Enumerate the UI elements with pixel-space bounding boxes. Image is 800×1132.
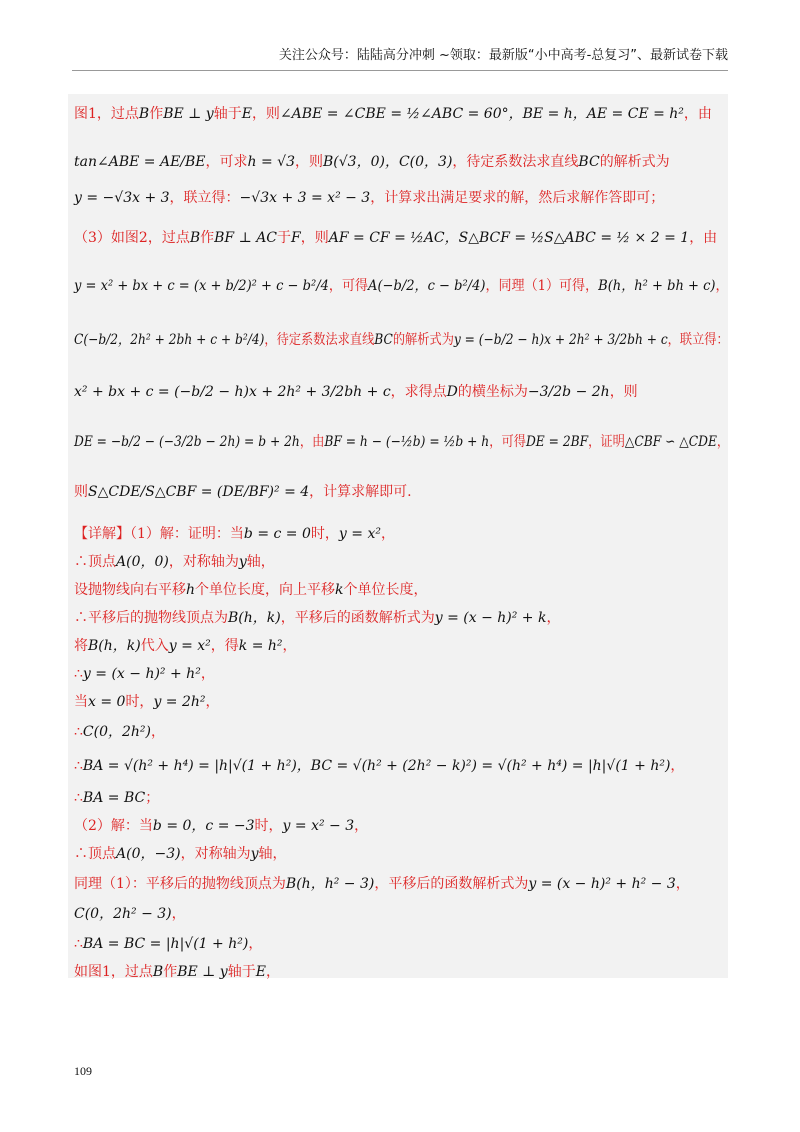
explanation-text: 将 bbox=[74, 638, 88, 654]
explanation-text: ，可得 bbox=[489, 434, 526, 450]
explanation-text: ∴平移后的抛物线顶点为 bbox=[74, 610, 228, 626]
explanation-text: ∴ bbox=[74, 936, 83, 952]
explanation-text: ∴ bbox=[74, 724, 83, 740]
explanation-text: ，可求 bbox=[205, 154, 248, 170]
math-expression: BA = BC = |h|√(1 + h²) bbox=[82, 936, 249, 952]
solution-line bbox=[74, 608, 560, 628]
explanation-text: ，则 bbox=[251, 106, 280, 122]
math-expression: BF ⊥ AC bbox=[214, 230, 278, 246]
explanation-text: 时， bbox=[310, 526, 339, 542]
solution-line bbox=[74, 722, 165, 742]
math-expression: k = h² bbox=[238, 638, 283, 654]
explanation-text: ∴ bbox=[74, 666, 83, 682]
math-expression: C(0，2h² − 3) bbox=[74, 906, 172, 922]
math-expression: x² + bx + c = (−b/2 − h)x + 2h² + 3/2bh + c bbox=[74, 384, 391, 400]
math-expression: BE ⊥ y bbox=[163, 106, 214, 122]
explanation-text: ，平移后的函数解析式为 bbox=[280, 610, 435, 626]
solution-line bbox=[74, 816, 368, 836]
explanation-text: 个单位长度， bbox=[343, 582, 428, 598]
explanation-text: 于 bbox=[277, 230, 292, 246]
explanation-text: 如图1，过点 bbox=[74, 964, 153, 980]
math-expression: y = x² + bx + c = (x + b/2)² + c − b²/4 bbox=[74, 278, 329, 294]
math-expression: b = 0，c = −3 bbox=[152, 818, 255, 834]
solution-line bbox=[74, 188, 664, 208]
math-expression: tan∠ABE = AE/BE bbox=[74, 154, 206, 170]
explanation-text: ，由 bbox=[689, 230, 718, 246]
math-expression: B bbox=[152, 964, 164, 980]
math-expression: B bbox=[189, 230, 201, 246]
math-expression: F bbox=[291, 230, 301, 246]
solution-line bbox=[74, 104, 712, 124]
solution-line bbox=[74, 934, 262, 954]
explanation-text: ，得 bbox=[210, 638, 239, 654]
math-expression: −3/2b − 2h bbox=[527, 384, 610, 400]
explanation-text: ， bbox=[380, 526, 395, 542]
math-expression: y bbox=[238, 554, 247, 570]
explanation-text: 同理（1）：平移后的抛物线顶点为 bbox=[74, 876, 286, 892]
math-expression: y = x² bbox=[168, 638, 211, 654]
explanation-text: ∴ bbox=[74, 790, 83, 806]
math-expression: B(h，h² + bh + c) bbox=[598, 278, 716, 294]
explanation-text: 时， bbox=[254, 818, 283, 834]
math-expression: E bbox=[255, 964, 266, 980]
solution-line bbox=[74, 756, 684, 776]
explanation-text: 作 bbox=[200, 230, 215, 246]
math-expression: BC bbox=[578, 154, 600, 170]
explanation-text: ， bbox=[265, 964, 280, 980]
header-rule bbox=[72, 70, 728, 71]
math-expression: y = (x − h)² + k bbox=[434, 610, 547, 626]
math-expression: y bbox=[250, 846, 259, 862]
explanation-text: 设抛物线向右平移 bbox=[74, 582, 186, 598]
explanation-text: ， bbox=[715, 278, 729, 294]
solution-line bbox=[74, 874, 690, 894]
explanation-text: 的解析式为 bbox=[599, 154, 670, 170]
explanation-text: （3）如图2，过点 bbox=[74, 230, 190, 246]
explanation-text: ，待定系数法求直线 bbox=[452, 154, 579, 170]
explanation-text: ， bbox=[171, 906, 186, 922]
explanation-text: 轴于 bbox=[213, 106, 242, 122]
math-expression: DE = 2BF bbox=[525, 434, 589, 450]
explanation-text: 代入 bbox=[140, 638, 169, 654]
math-expression: k bbox=[335, 582, 344, 598]
math-expression: BA = √(h² + h⁴) = |h|√(1 + h²)，BC = √(h² + (2h² − k)²) = √(h² + h⁴) = |h|√(1 + h²) bbox=[82, 758, 671, 774]
explanation-text: ，由 bbox=[683, 106, 712, 122]
explanation-text: （2）解：当 bbox=[74, 818, 153, 834]
explanation-text: ， bbox=[670, 758, 685, 774]
math-expression: h = √3 bbox=[247, 154, 296, 170]
math-expression: BC bbox=[374, 332, 393, 348]
math-expression: y = (x − h)² + h² − 3 bbox=[528, 876, 676, 892]
math-expression: y = (−b/2 − h)x + 2h² + 3/2bh + c bbox=[453, 332, 668, 348]
explanation-text: 【详解】（1）解：证明：当 bbox=[74, 526, 244, 542]
explanation-text: 时， bbox=[125, 694, 154, 710]
math-expression: BA = BC bbox=[82, 790, 146, 806]
solution-line bbox=[74, 382, 638, 402]
solution-line bbox=[74, 636, 297, 656]
page-header: 关注公众号：陆陆高分冲刺 ~领取：最新版“小中高考-总复习”、最新试卷下载 bbox=[278, 48, 728, 63]
explanation-text: ，则 bbox=[609, 384, 638, 400]
math-expression: A(0，0) bbox=[116, 554, 169, 570]
explanation-text: 图1，过点 bbox=[74, 106, 139, 122]
explanation-text: ， bbox=[282, 638, 297, 654]
explanation-text: ，计算求出满足要求的解，然后求解作答即可； bbox=[370, 190, 665, 206]
math-expression: △CBF ∽ △CDE bbox=[624, 434, 717, 450]
explanation-text: 的横坐标为 bbox=[457, 384, 528, 400]
math-expression: DE = −b/2 − (−3/2b − 2h) = b + 2h bbox=[74, 434, 300, 450]
math-expression: b = c = 0 bbox=[243, 526, 311, 542]
solution-line bbox=[74, 524, 395, 544]
explanation-text: ，联立得： bbox=[169, 190, 240, 206]
explanation-text: ，可得 bbox=[328, 278, 369, 294]
math-expression: A(−b/2，c − b²/4) bbox=[368, 278, 486, 294]
solution-line bbox=[74, 580, 428, 600]
math-expression: B(h，k) bbox=[228, 610, 281, 626]
math-expression: AF = CF = ½AC，S△BCF = ½S△ABC = ½ × 2 = 1 bbox=[328, 230, 690, 246]
solution-line bbox=[74, 844, 287, 864]
math-expression: x = 0 bbox=[88, 694, 126, 710]
solution-line bbox=[74, 432, 729, 452]
math-expression: B(h，k) bbox=[88, 638, 141, 654]
math-expression: S△CDE/S△CBF = (DE/BF)² = 4 bbox=[88, 484, 310, 500]
explanation-text: ，求得点 bbox=[390, 384, 447, 400]
math-expression: y = x² − 3 bbox=[282, 818, 355, 834]
math-expression: BF = h − (−½b) = ½b + h bbox=[324, 434, 490, 450]
explanation-text: ， bbox=[205, 694, 220, 710]
math-expression: ∠ABE = ∠CBE = ½∠ABC = 60°，BE = h，AE = CE = h² bbox=[279, 106, 684, 122]
math-expression: h bbox=[186, 582, 196, 598]
explanation-text: ，平移后的函数解析式为 bbox=[374, 876, 529, 892]
explanation-text: ，由 bbox=[299, 434, 325, 450]
explanation-text: ， bbox=[248, 936, 263, 952]
explanation-text: ，同理（1）可得， bbox=[485, 278, 599, 294]
solution-line bbox=[74, 962, 280, 982]
explanation-text: 则 bbox=[74, 484, 88, 500]
explanation-text: ，联立得： bbox=[667, 332, 729, 348]
solution-line bbox=[74, 692, 220, 712]
solution-line bbox=[74, 904, 186, 924]
explanation-text: 当 bbox=[74, 694, 88, 710]
explanation-text: 个单位长度，向上平移 bbox=[195, 582, 336, 598]
explanation-text: ， bbox=[546, 610, 561, 626]
explanation-text: ，对称轴为 bbox=[180, 846, 251, 862]
explanation-text: 作 bbox=[149, 106, 164, 122]
solution-line bbox=[74, 276, 729, 296]
math-expression: B(√3，0)，C(0，3) bbox=[323, 154, 453, 170]
explanation-text: ， bbox=[675, 876, 690, 892]
math-expression: y = −√3x + 3 bbox=[74, 190, 170, 206]
page-number: 109 bbox=[74, 1064, 92, 1078]
math-expression: y = (x − h)² + h² bbox=[82, 666, 201, 682]
explanation-text: ， bbox=[151, 724, 166, 740]
explanation-text: ，则 bbox=[295, 154, 324, 170]
math-expression: D bbox=[446, 384, 458, 400]
explanation-text: 轴于 bbox=[227, 964, 256, 980]
explanation-text: ， bbox=[716, 434, 730, 450]
math-expression: y = x² bbox=[338, 526, 381, 542]
explanation-text: 轴， bbox=[246, 554, 275, 570]
math-expression: C(−b/2，2h² + 2bh + c + b²/4) bbox=[74, 332, 265, 348]
math-expression: E bbox=[241, 106, 252, 122]
solution-line bbox=[74, 788, 159, 808]
explanation-text: 的解析式为 bbox=[392, 332, 454, 348]
solution-line bbox=[74, 482, 412, 502]
explanation-text: ，待定系数法求直线 bbox=[264, 332, 375, 348]
math-expression: y = 2h² bbox=[153, 694, 206, 710]
math-expression: BE ⊥ y bbox=[177, 964, 228, 980]
solution-line bbox=[74, 330, 729, 350]
solution-line bbox=[74, 664, 215, 684]
explanation-text: ， bbox=[354, 818, 369, 834]
math-expression: C(0，2h²) bbox=[82, 724, 152, 740]
explanation-text: ，计算求解即可. bbox=[309, 484, 412, 500]
math-expression: −√3x + 3 = x² − 3 bbox=[239, 190, 371, 206]
explanation-text: ，则 bbox=[300, 230, 329, 246]
math-expression: B bbox=[138, 106, 150, 122]
explanation-text: ，证明 bbox=[588, 434, 625, 450]
solution-line bbox=[74, 152, 670, 172]
math-expression: B(h，h² − 3) bbox=[285, 876, 375, 892]
explanation-text: ， bbox=[200, 666, 215, 682]
explanation-text: ，对称轴为 bbox=[168, 554, 239, 570]
explanation-text: 作 bbox=[163, 964, 178, 980]
solution-line bbox=[74, 228, 717, 248]
explanation-text: 轴， bbox=[258, 846, 287, 862]
solution-line bbox=[74, 552, 275, 572]
explanation-text: ∴顶点 bbox=[74, 846, 116, 862]
math-expression: A(0，−3) bbox=[116, 846, 181, 862]
explanation-text: ∴顶点 bbox=[74, 554, 116, 570]
explanation-text: ∴ bbox=[74, 758, 83, 774]
explanation-text: ； bbox=[145, 790, 160, 806]
